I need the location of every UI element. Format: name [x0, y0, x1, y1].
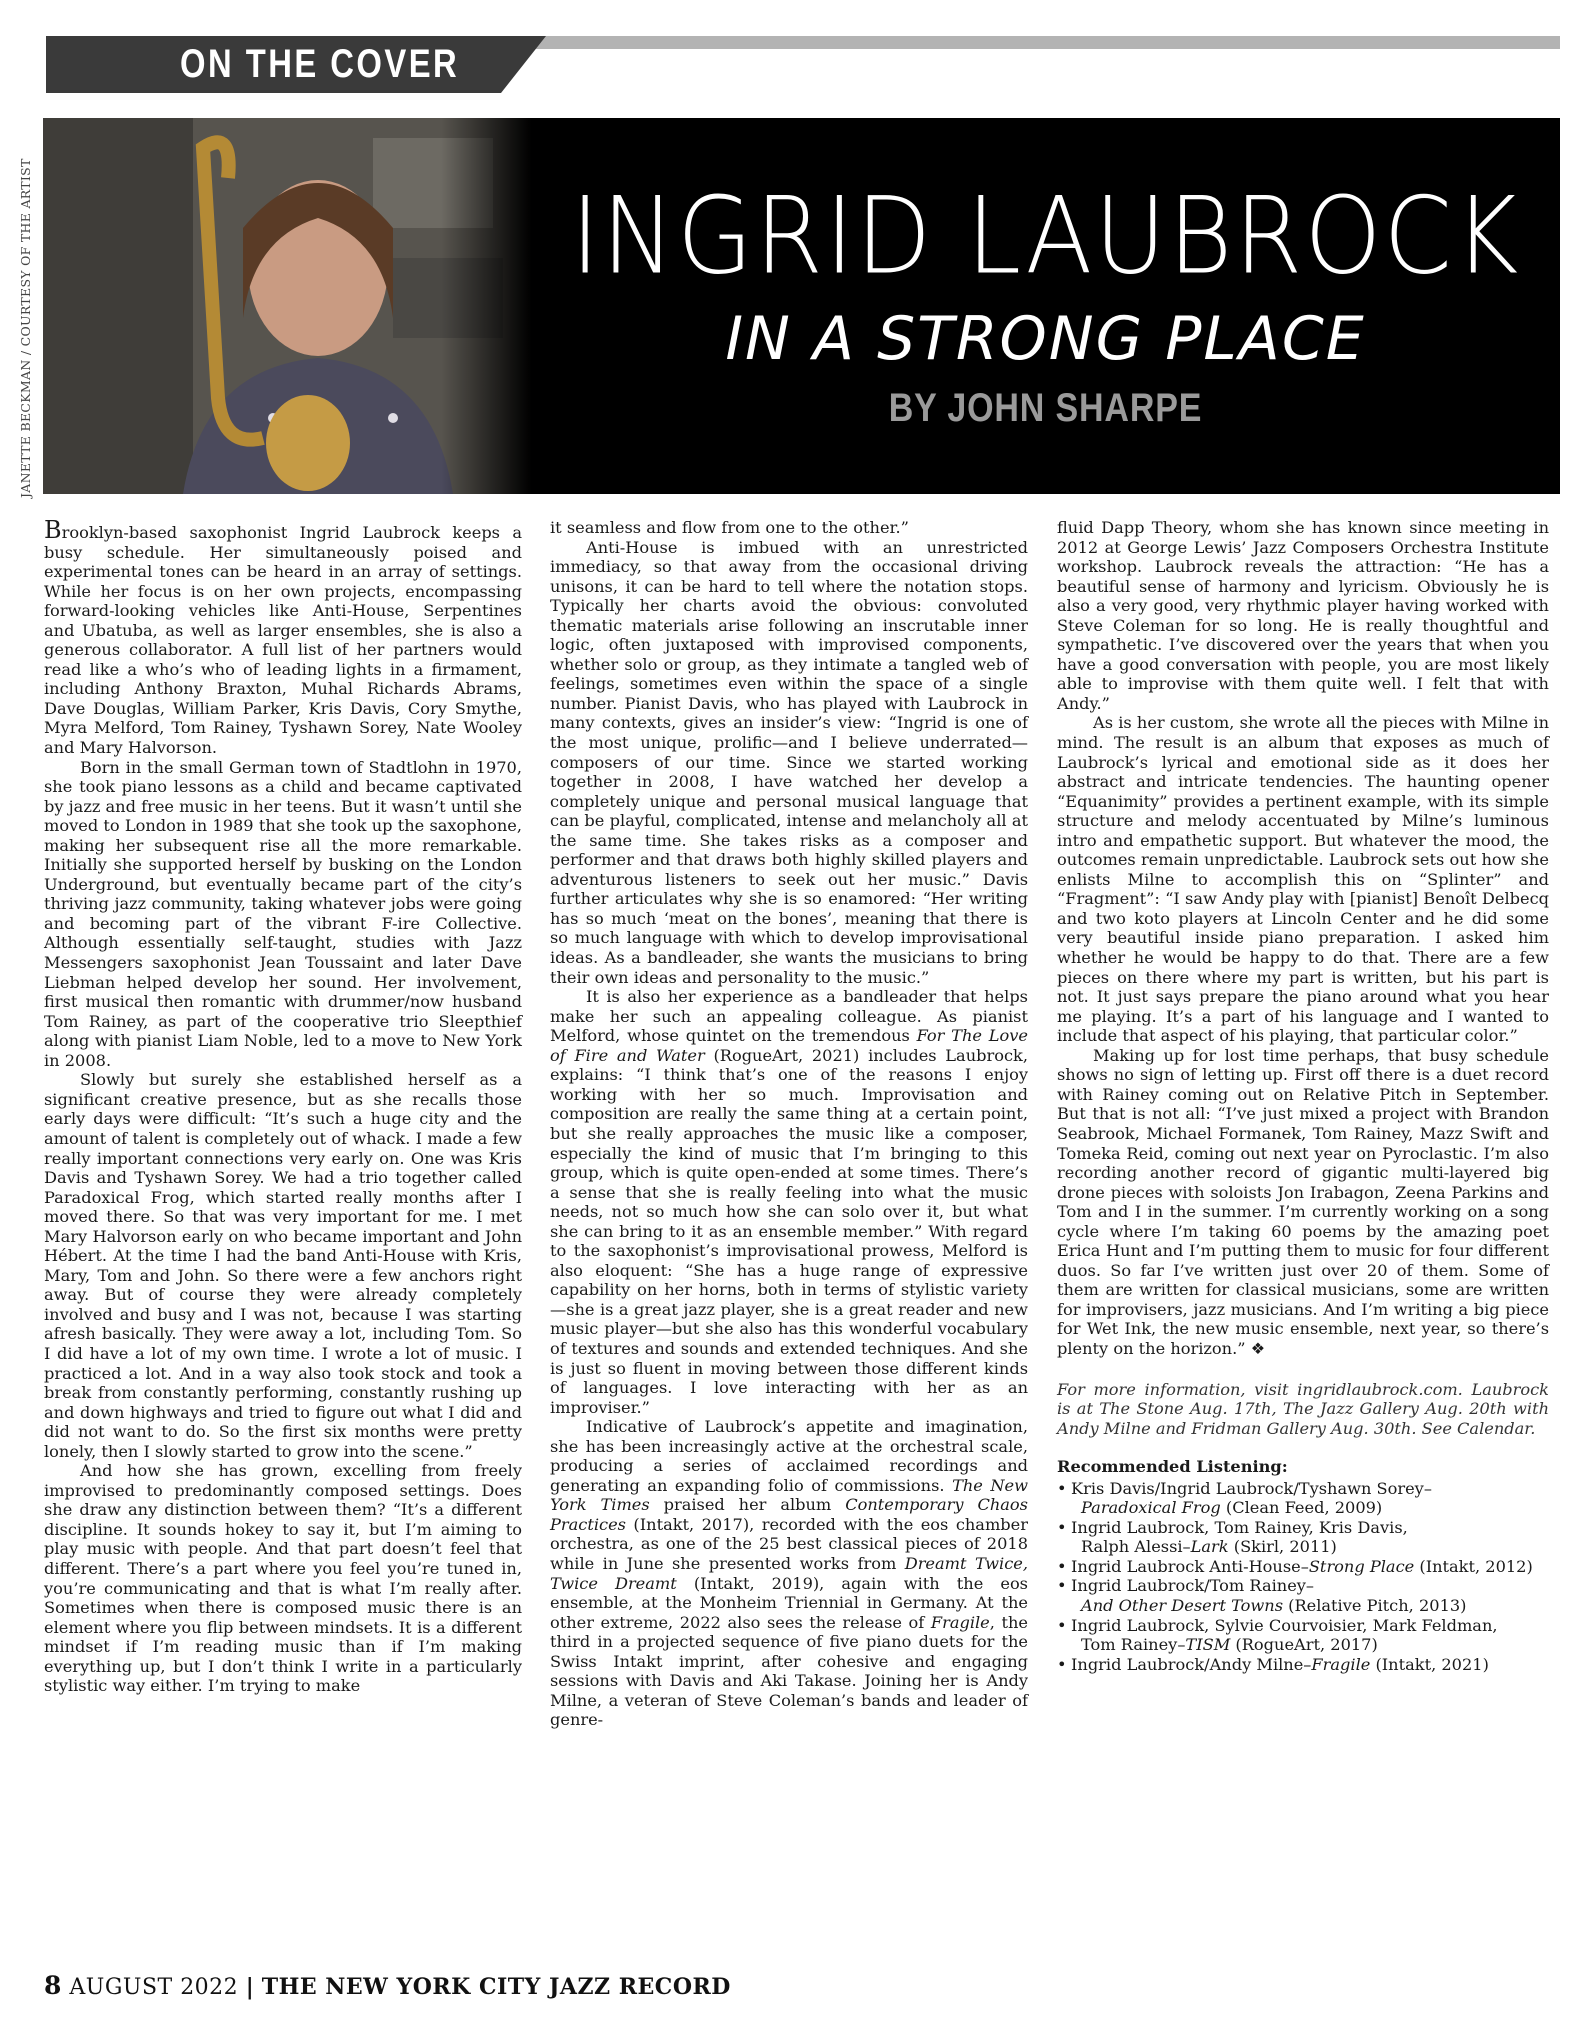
- paragraph: it seamless and flow from one to the other.”: [550, 518, 909, 537]
- recommended-listening-list: [1057, 1479, 1549, 1674]
- rec-line: Ingrid Laubrock Anti-House–: [1071, 1556, 1309, 1576]
- paragraph-text: Indicative of Laubrock’s appetite and imagination, she has been increasingly active at the orchestral scale, producing a series of acclaimed recordings and generating an expanding folio of commissions.: [550, 1417, 1028, 1495]
- rec-line-2: [1071, 1596, 1549, 1616]
- paragraph: Slowly but surely she established herself as a significant creative presence, but as she recalls those early days were difficult: “It’s such a huge city and the amount of talent is completely out of whack. I made a few really important connections very early on. One was Kris Davis and Tyshawn Sorey. We had a trio together called Paradoxical Frog, which started really months after I moved there. So that was very important for me. I met Mary Halvorson early on who became important and John Hébert. At the time I had the band Anti-House with Kris, Mary, Tom and John. So there were a few anchors right away. But of course they were already completely involved and busy and I was not, because I was starting afresh basically. They were away a lot, including Tom. So I did have a lot of my own time. I wrote a lot of music. I practiced a lot. And in a way also took stock and took a break from constantly performing, constantly rushing up and down highways and tried to figure out what I did and did not want to do. So the first six months were pretty lonely, then I slowly started to grow into the scene.”: [44, 1070, 522, 1461]
- title-block: [531, 118, 1560, 494]
- album-title: Fragile: [1311, 1654, 1371, 1674]
- list-item: [1057, 1576, 1549, 1615]
- album-title: And Other Desert Towns: [1081, 1595, 1283, 1615]
- article-title: INGRID LAUBROCK: [570, 175, 1521, 299]
- rec-line: Ingrid Laubrock/Andy Milne–: [1071, 1654, 1312, 1674]
- rec-line-2: [1071, 1537, 1549, 1557]
- paragraph: [550, 987, 1028, 1417]
- list-item: [1057, 1479, 1549, 1518]
- rec-label: (Relative Pitch, 2013): [1283, 1595, 1467, 1615]
- page-number: 8: [44, 1971, 62, 2000]
- album-title: Dreamt Twice, Twice Dreamt: [550, 1553, 1028, 1593]
- rec-label: (Clean Feed, 2009): [1220, 1498, 1383, 1518]
- paragraph: [550, 1417, 1028, 1730]
- page-footer: [44, 1971, 731, 2000]
- album-title: Contemporary Chaos Practices: [550, 1495, 1028, 1534]
- rec-label: (Intakt, 2021): [1370, 1654, 1489, 1674]
- end-mark: ❖: [1250, 1338, 1266, 1358]
- album-title: TISM: [1185, 1635, 1231, 1655]
- album-title: Lark: [1190, 1537, 1229, 1557]
- paragraph-text: , the third in a projected sequence of five piano duets for the Swiss Intakt imprint, after cohesive and engaging sessions with Davis and Aki Takase. Joining her is Andy Milne, a veteran of Steve Coleman’s bands and leader of genre-: [550, 1612, 1028, 1730]
- list-item: [1057, 1616, 1549, 1655]
- album-title: Fragile: [930, 1612, 990, 1632]
- recommended-listening-heading: Recommended Listening:: [1057, 1457, 1288, 1477]
- issue-date: AUGUST 2022: [69, 1975, 239, 2000]
- rec-label: (Skirl, 2011): [1228, 1537, 1337, 1557]
- rec-label: (RogueArt, 2017): [1230, 1635, 1378, 1655]
- article-column-1: [44, 518, 522, 1696]
- rec-label: (Intakt, 2012): [1414, 1556, 1533, 1576]
- album-title: For The Love of Fire and Water: [550, 1026, 1028, 1065]
- section-label: ON THE COVER: [180, 42, 460, 86]
- paragraph-text: rooklyn-based saxophonist Ingrid Laubrock keeps a busy schedule. Her simultaneously poised and experimental tones can be heard in an array of settings. While her focus is on her own projects, encompassing forward-looking vehicles like Anti-House, Serpentines and Ubatuba, as well as larger ensembles, she is also a generous collaborator. A full list of her partners would read like a who’s who of leading lights in a firmament, including Anthony Braxton, Muhal Richards Abrams, Dave Douglas, William Parker, Kris Davis, Cory Smythe, Myra Melford, Tom Rainey, Tyshawn Sorey, Nate Wooley and Mary Halvorson.: [44, 523, 522, 758]
- paragraph-text: Making up for lost time perhaps, that busy schedule shows no sign of letting up. First off there is a duet record with Rainey coming out on Relative Pitch in September. But that is not all: “I’ve just mixed a project with Brandon Seabrook, Michael Formanek, Tom Rainey, Mazz Swift and Tomeka Reid, coming out next year on Pyroclastic. I’m also recording another record of gigantic multi-layered big drone pieces with soloists Jon Irabagon, Zeena Parkins and Tom and I in the summer. I’m currently working on a song cycle where I’m taking 60 poems by the amazing poet Erica Hunt and I’m putting them to music for four different duos. So far I’ve written just over 20 of them. Some of them are written for classical musicians, some are written for improvisers, jazz musicians. And I’m writing a big piece for Wet Ink, the new music ensemble, next year, so there’s plenty on the horizon.”: [1057, 1045, 1549, 1358]
- footer-separator: |: [245, 1974, 255, 2000]
- album-title: Paradoxical Frog: [1081, 1498, 1221, 1518]
- paragraph: [1057, 1046, 1549, 1359]
- rec-line: Ingrid Laubrock, Tom Rainey, Kris Davis,: [1071, 1517, 1408, 1537]
- album-title: Strong Place: [1308, 1556, 1415, 1576]
- paragraph: Born in the small German town of Stadtlohn in 1970, she took piano lessons as a child and became captivated by jazz and free music in her teens. But it wasn’t until she moved to London in 1989 that she took up the saxophone, making her subsequent rise all the more remarkable. Initially she supported herself by busking on the London Underground, but eventually became part of the city’s thriving jazz community, taking whatever jobs were going and becoming part of the vibrant F-ire Collective. Although essentially self-taught, studies with Jazz Messengers saxophonist Jean Toussaint and later Dave Liebman helped develop her sound. Her involvement, first musical then romantic with drummer/now husband Tom Rainey, as part of the cooperative trio Sleepthief along with pianist Liam Noble, led to a move to New York in 2008.: [44, 757, 522, 1070]
- list-item: [1057, 1655, 1549, 1675]
- paragraph-text: (RogueArt, 2021) includes Laubrock, explains: “I think that’s one of the reasons I enjoy working with her so much. Improvisation and composition are really the same thing at a certain point, but she really approaches the music like a composer, especially the kind of music that I’m bringing to this group, which is quite open-ended at some times. There’s a sense that she is really feeling into what the music needs, not so much how she can solo over it, but what she can bring to it as an ensemble member.” With regard to the saxophonist’s improvisational prowess, Melford is also eloquent: “She has a huge range of expressive capability on her horns, both in terms of stylistic variety—she is a great jazz player, she is a great reader and new music player—but she also has this wonderful vocabulary of textures and sounds and extended techniques. And she is just so fluent in moving between those different kinds of languages. I love interacting with her as an improviser.”: [550, 1045, 1028, 1417]
- drop-cap: B: [44, 516, 62, 544]
- paragraph: And how she has grown, excelling from freely improvised to predominantly composed settings. Does she draw any distinction between them? “It’s a different discipline. It sounds hokey to say it, but I’m aiming to play music with people. And that part doesn’t feel that different. There’s a part where you feel you’re tuned in, you’re communicating and that is what I’m really after. Sometimes when there is composed music there is an element where you flip between mindsets. It is a different mindset if I’m reading music than if I’m making everything up, but I don’t think I write in a particularly stylistic way either. I’m trying to make: [44, 1461, 522, 1696]
- paragraph: fluid Dapp Theory, whom she has known since meeting in 2012 at George Lewis’ Jazz Composers Orchestra Institute workshop. Laubrock reveals the attraction: “He has a beautiful sense of harmony and lyricism. Obviously he is also a very good, very rhythmic player having worked with Steve Coleman for so long. He is really thoughtful and sympathetic. I’ve discovered over the years that when you have a good conversation with people, you are most likely able to improvise with them quite well. I felt that with Andy.”: [1057, 518, 1549, 713]
- photo-fade: [441, 118, 531, 494]
- paragraph: As is her custom, she wrote all the pieces with Milne in mind. The result is an album that exposes as much of Laubrock’s lyrical and emotional side as it does her abstract and intricate tendencies. The haunting opener “Equanimity” provides a pertinent example, with its simple structure and melody accentuated by Milne’s luminous intro and empathetic support. But whatever the mood, the outcomes remain unpredictable. Laubrock sets out how she enlists Milne to accomplish this on “Splinter” and “Fragment”: “I saw Andy play with [pianist] Benoît Delbecq and two koto players at Lincoln Center and he did some very beautiful inside piano preparation. I asked him whether he would be happy to do that. There are a few pieces on there where my part is written, but his part is not. It just says prepare the piano around what you hear me playing. It’s a part of his language and I wanted to include that aspect of his playing, that particular color.”: [1057, 713, 1549, 1046]
- paragraph-text: (Intakt, 2017), recorded with the eos chamber orchestra, as one of the 25 best classical pieces of 2018 while in June she presented works from: [550, 1514, 1028, 1573]
- list-item: [1057, 1518, 1549, 1557]
- paragraph-text: It is also her experience as a bandleader that helps make her such an appealing colleague. As pianist Melford, whose quintet on the tremendous: [550, 987, 1028, 1046]
- magazine-name: THE NEW YORK CITY JAZZ RECORD: [261, 1974, 731, 2000]
- rec-line: Ingrid Laubrock, Sylvie Courvoisier, Mark Feldman,: [1071, 1615, 1498, 1635]
- rec-artist: Ralph Alessi–: [1081, 1537, 1191, 1557]
- cover-photo: [43, 118, 531, 494]
- article-subtitle: IN A STRONG PLACE: [725, 304, 1366, 374]
- list-item: [1057, 1557, 1549, 1577]
- rec-artist: Tom Rainey–: [1081, 1635, 1186, 1655]
- publication-title: The New York Times: [550, 1475, 1028, 1515]
- paragraph-text: (Intakt, 2019), again with the eos ensemble, at the Monheim Triennial in Germany. At the other extreme, 2022 also sees the release of: [550, 1573, 1028, 1632]
- article-column-3: [1057, 518, 1549, 1674]
- rec-line-2: [1071, 1635, 1549, 1655]
- article-column-2: [550, 518, 1028, 1730]
- event-info: For more information, visit ingridlaubrock.com. Laubrock is at The Stone Aug. 17th, The Jazz Gallery Aug. 20th with Andy Milne and Fridman Gallery Aug. 30th. See Calendar.: [1057, 1379, 1549, 1438]
- paragraph: [44, 518, 522, 758]
- rec-line-2: [1071, 1498, 1549, 1518]
- photo-credit: JANETTE BECKMAN / COURTESY OF THE ARTIST: [18, 158, 33, 498]
- paragraph-text: praised her album: [649, 1495, 846, 1515]
- paragraph: Anti-House is imbued with an unrestricted immediacy, so that away from the occasional driving unisons, it can be hard to tell where the notation stops. Typically her charts avoid the obvious: convoluted thematic materials arise following an inscrutable inner logic, often juxtaposed with improvised components, whether solo or group, as they intimate a tangled web of feelings, sometimes even within the space of a single number. Pianist Davis, who has played with Laubrock in many contexts, gives an insider’s view: “Ingrid is one of the most unique, prolific—and I believe underrated—composers of our time. Since we started working together in 2008, I have watched her develop a completely unique and personal musical language that can be playful, complicated, intense and melancholy all at the same time. She takes risks as a composer and performer and that draws both highly skilled players and adventurous listeners to seek out her music.” Davis further articulates why she is so enamored: “Her writing has so much ‘meat on the bones’, meaning that there is so much language with which to develop improvisational ideas. As a bandleader, she wants the musicians to bring their own ideas and personality to the music.”: [550, 537, 1028, 987]
- article-byline: BY JOHN SHARPE: [888, 386, 1203, 430]
- rec-line: Ingrid Laubrock/Tom Rainey–: [1071, 1576, 1315, 1596]
- rec-line: Kris Davis/Ingrid Laubrock/Tyshawn Sorey–: [1071, 1478, 1432, 1498]
